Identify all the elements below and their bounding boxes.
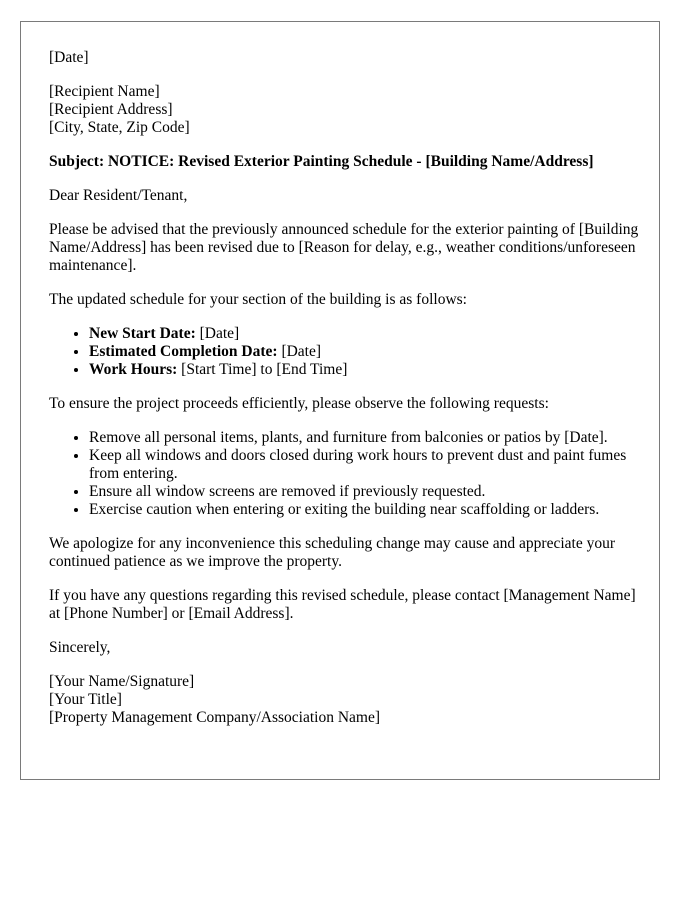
- recipient-address: [Recipient Address]: [49, 101, 173, 118]
- request-item: • Remove all personal items, plants, and furniture from balconies or patios by [Date].: [89, 429, 639, 447]
- apology-paragraph: We apologize for any inconvenience this scheduling change may cause and appreciate your continued patience as we improve the property.: [49, 535, 615, 570]
- schedule-item-value: [Start Time] to [End Time]: [177, 361, 348, 378]
- letter-content: [49, 49, 639, 743]
- contact-paragraph: If you have any questions regarding this revised schedule, please contact [Management Name] at [Phone Number] or [Email Address].: [49, 587, 636, 622]
- closing: Sincerely,: [49, 639, 111, 656]
- schedule-item-value: [Date]: [195, 325, 240, 342]
- subject-line: Subject: NOTICE: Revised Exterior Painting Schedule - [Building Name/Address]: [49, 153, 594, 170]
- schedule-item: [89, 361, 639, 379]
- signature-name: [Your Name/Signature]: [49, 673, 195, 690]
- requests-intro: To ensure the project proceeds efficiently, please observe the following requests:: [49, 395, 549, 412]
- request-item: • Ensure all window screens are removed if previously requested.: [89, 483, 639, 501]
- schedule-item-label: New Start Date:: [89, 325, 196, 342]
- schedule-item: [89, 325, 639, 343]
- signature-block: [49, 673, 639, 727]
- request-item: • Keep all windows and doors closed during work hours to prevent dust and paint fumes from entering.: [89, 447, 639, 483]
- schedule-item: [89, 343, 639, 361]
- recipient-block: [49, 83, 639, 137]
- recipient-city-state-zip: [City, State, Zip Code]: [49, 119, 190, 136]
- intro-paragraph: Please be advised that the previously announced schedule for the exterior painting of [Building Name/Address] has been revised due to [Reason for delay, e.g., weather conditions/unforeseen maintenance].: [49, 221, 639, 274]
- signature-company: [Property Management Company/Association Name]: [49, 709, 381, 726]
- recipient-name: [Recipient Name]: [49, 83, 160, 100]
- schedule-item-label: Estimated Completion Date:: [89, 343, 278, 360]
- date-line: [Date]: [49, 49, 89, 66]
- schedule-intro: The updated schedule for your section of the building is as follows:: [49, 291, 467, 308]
- schedule-list: [49, 325, 639, 379]
- letter-page: [20, 21, 660, 780]
- request-item: • Exercise caution when entering or exiting the building near scaffolding or ladders.: [89, 501, 639, 519]
- signature-title: [Your Title]: [49, 691, 122, 708]
- salutation: Dear Resident/Tenant,: [49, 187, 188, 204]
- requests-list: [49, 429, 639, 519]
- schedule-item-value: [Date]: [277, 343, 322, 360]
- schedule-item-label: Work Hours:: [89, 361, 178, 378]
